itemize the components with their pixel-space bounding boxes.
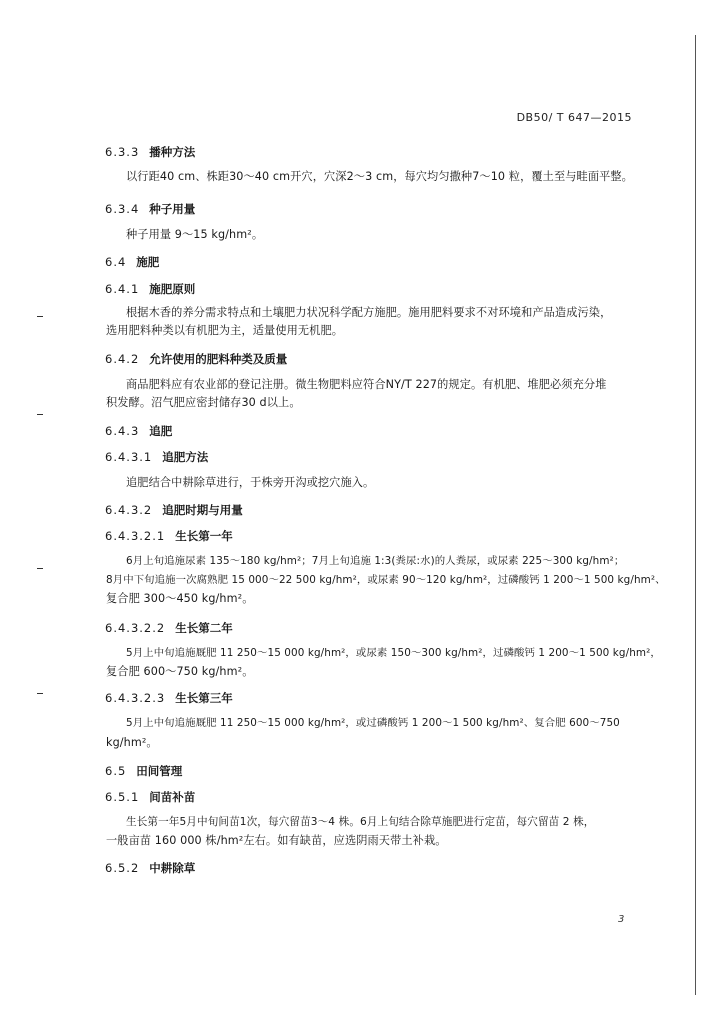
heading-6-3-4: 6.3.4 种子用量 [105,202,196,216]
heading-6-3-3: 6.3.3 播种方法 [105,145,196,159]
heading-6-4-3-2-1: 6.4.3.2.1 生长第一年 [105,529,233,543]
scan-edge-line [695,35,696,995]
paragraph: 6月上旬追施尿素 135～180 kg/hm²；7月上旬追施 1:3(粪尿:水)的人粪尿，或尿素 225～300 kg/hm²； [126,555,625,567]
page-number: 3 [618,914,625,925]
paragraph: kg/hm²。 [106,736,158,749]
paragraph: 8月中下旬追施一次腐熟肥 15 000～22 500 kg/hm²，或尿素 90～120 kg/hm²，过磷酸钙 1 200～1 500 kg/hm²、 [106,574,666,586]
paragraph: 种子用量 9～15 kg/hm²。 [126,228,264,241]
paragraph: 复合肥 600～750 kg/hm²。 [106,665,254,678]
paragraph: 一般亩苗 160 000 株/hm²左右。如有缺苗，应选阴雨天带土补栽。 [106,834,447,847]
heading-6-4: 6.4 施肥 [105,255,160,269]
heading-6-4-2: 6.4.2 允许使用的肥料种类及质量 [105,352,288,366]
heading-6-4-3: 6.4.3 追肥 [105,424,173,438]
paragraph: 以行距40 cm、株距30～40 cm开穴，穴深2～3 cm，每穴均匀撒种7～10 粒，覆土至与畦面平整。 [126,170,633,183]
margin-mark [37,568,43,569]
heading-6-5: 6.5 田间管理 [105,764,183,778]
paragraph: 选用肥料种类以有机肥为主，适量使用无机肥。 [106,324,344,337]
paragraph: 根据木香的养分需求特点和土壤肥力状况科学配方施肥。施用肥料要求不对环境和产品造成污染， [126,306,612,319]
paragraph: 5月上中旬追施厩肥 11 250～15 000 kg/hm²，或过磷酸钙 1 200～1 500 kg/hm²、复合肥 600～750 [126,717,620,729]
heading-6-4-3-2-2: 6.4.3.2.2 生长第二年 [105,621,233,635]
paragraph: 积发酵。沼气肥应密封储存30 d以上。 [106,396,301,409]
heading-6-4-1: 6.4.1 施肥原则 [105,282,196,296]
paragraph: 生长第一年5月中旬间苗1次，每穴留苗3～4 株。6月上旬结合除草施肥进行定苗，每穴留苗 2 株， [126,816,595,828]
heading-6-4-3-2: 6.4.3.2 追肥时期与用量 [105,503,243,517]
heading-6-5-2: 6.5.2 中耕除草 [105,861,196,875]
paragraph: 商品肥料应有农业部的登记注册。微生物肥料应符合NY/T 227的规定。有机肥、堆肥必须充分堆 [126,378,607,391]
heading-6-5-1: 6.5.1 间苗补苗 [105,790,196,804]
paragraph: 5月上中旬追施厩肥 11 250～15 000 kg/hm²，或尿素 150～300 kg/hm²，过磷酸钙 1 200～1 500 kg/hm²， [126,647,661,659]
margin-mark [37,414,43,415]
heading-6-4-3-1: 6.4.3.1 追肥方法 [105,450,209,464]
heading-6-4-3-2-3: 6.4.3.2.3 生长第三年 [105,691,233,705]
paragraph: 复合肥 300～450 kg/hm²。 [106,592,254,605]
margin-mark [37,693,43,694]
margin-mark [37,316,43,317]
paragraph: 追肥结合中耕除草进行，于株旁开沟或挖穴施入。 [126,476,375,489]
document-id-header: DB50/ T 647—2015 [516,111,632,124]
